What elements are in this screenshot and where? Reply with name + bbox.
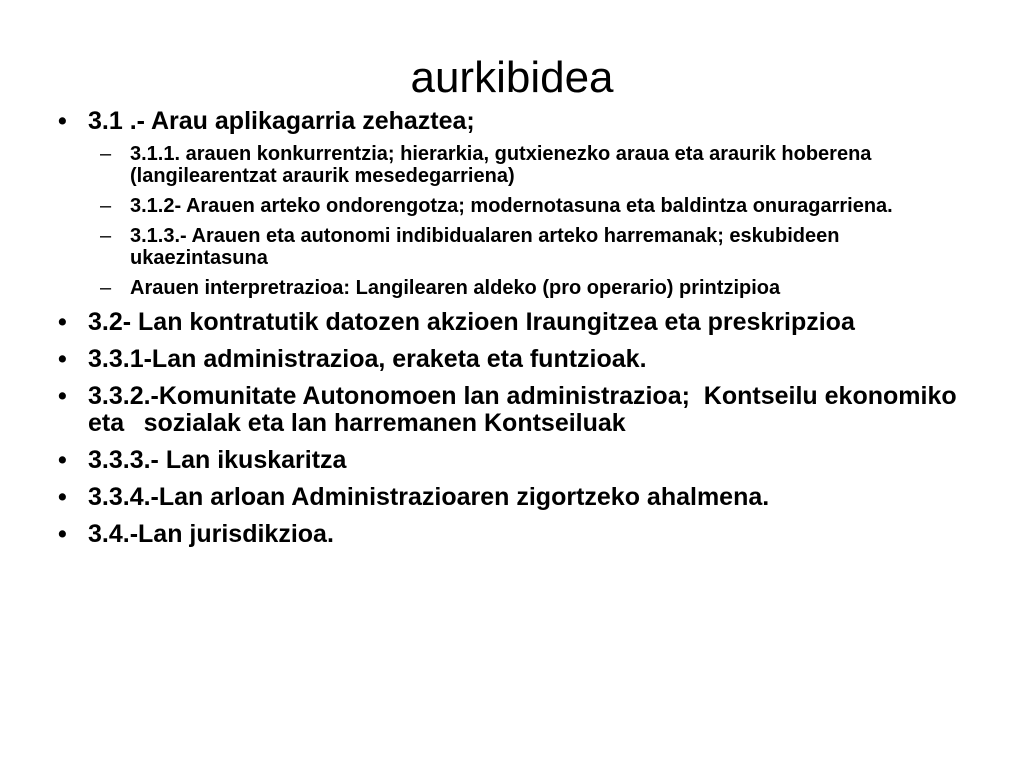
bullet-icon: • [58, 520, 67, 548]
list-item-text: 3.3.3.- Lan ikuskaritza [88, 446, 347, 474]
bullet-list [50, 108, 980, 558]
sub-list-item-text: 3.1.1. arauen konkurrentzia; hierarkia, gutxienezko araua eta araurik hoberena (langilearentzat araurik mesedegarriena) [130, 143, 872, 187]
bullet-icon: • [58, 308, 67, 336]
list-item-text: 3.3.2.-Komunitate Autonomoen lan administrazioa; Kontseilu ekonomiko eta sozialak eta lan harremanen Kontseiluak [88, 382, 964, 437]
list-item-text: 3.2- Lan kontratutik datozen akzioen Iraungitzea eta preskripzioa [88, 308, 855, 336]
bullet-icon: • [58, 345, 67, 373]
sub-list [88, 143, 980, 299]
bullet-icon: • [58, 107, 67, 135]
dash-icon: – [100, 195, 112, 217]
sub-list-item [88, 143, 980, 187]
list-item [50, 346, 980, 373]
sub-list-item [88, 225, 980, 269]
list-item [50, 309, 980, 336]
dash-icon: – [100, 225, 112, 247]
list-item [50, 484, 980, 511]
bullet-icon: • [58, 483, 67, 511]
list-item [50, 108, 980, 299]
bullet-icon: • [58, 446, 67, 474]
slide-title: aurkibidea [410, 53, 614, 102]
sub-list-item [88, 277, 980, 299]
dash-icon: – [100, 143, 112, 165]
sub-list-item-text: Arauen interpretrazioa: Langilearen aldeko (pro operario) printzipioa [130, 277, 781, 299]
list-item [50, 383, 980, 437]
list-item-text: 3.4.-Lan jurisdikzioa. [88, 520, 334, 548]
list-item-text: 3.1 .- Arau aplikagarria zehaztea; [88, 107, 475, 135]
list-item-text: 3.3.4.-Lan arloan Administrazioaren zigortzeko ahalmena. [88, 483, 770, 511]
list-item-text: 3.3.1-Lan administrazioa, eraketa eta funtzioak. [88, 345, 647, 373]
sub-list-item [88, 195, 980, 217]
list-item [50, 521, 980, 548]
list-item [50, 447, 980, 474]
dash-icon: – [100, 277, 112, 299]
bullet-icon: • [58, 382, 67, 410]
sub-list-item-text: 3.1.2- Arauen arteko ondorengotza; modernotasuna eta baldintza onuragarriena. [130, 195, 893, 217]
sub-list-item-text: 3.1.3.- Arauen eta autonomi indibidualaren arteko harremanak; eskubideen ukaezintasuna [130, 225, 840, 269]
